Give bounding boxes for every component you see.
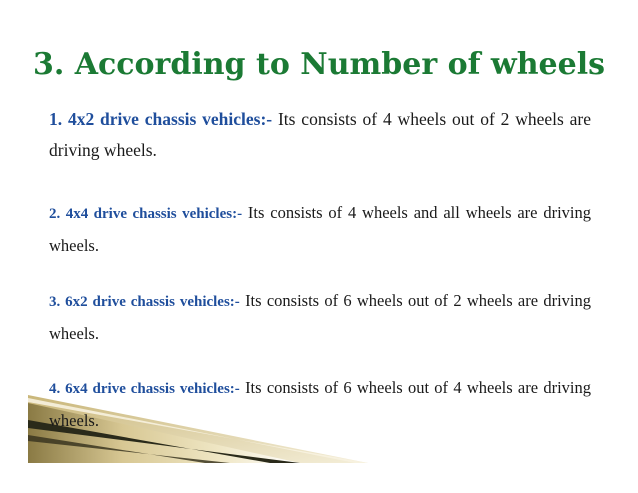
- list-item-text: Its consists of 6 wheels out of 2 wheels are driving wheels.: [49, 291, 591, 343]
- list-item-1: [49, 104, 591, 166]
- list-item-text: Its consists of 6 wheels out of 4 wheels are driving wheels.: [49, 378, 591, 430]
- list-item-heading: 3. 6x2 drive chassis vehicles:-: [49, 294, 240, 310]
- list-item-text: Its consists of 4 wheels and all wheels are driving wheels.: [49, 203, 591, 255]
- slide-title: 3. According to Number of wheels: [32, 47, 606, 82]
- list-item-3: [49, 285, 591, 349]
- list-item-text: Its consists of 4 wheels out of 2 wheels are driving wheels.: [49, 109, 591, 160]
- list-item-2: [49, 197, 591, 261]
- list-item-heading: 2. 4x4 drive chassis vehicles:-: [49, 206, 243, 222]
- list-item-4: [49, 372, 591, 436]
- list-item-heading: 1. 4x2 drive chassis vehicles:-: [49, 109, 273, 129]
- list-item-heading: 4. 6x4 drive chassis vehicles:-: [49, 381, 240, 397]
